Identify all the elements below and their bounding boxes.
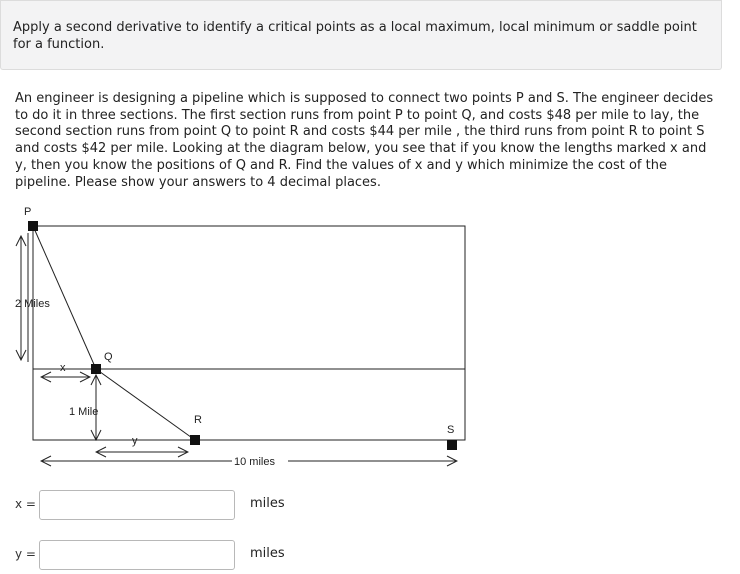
label-1mile: 1 Mile xyxy=(69,406,99,418)
label-2miles: 2 Miles xyxy=(15,298,50,310)
label-point-p: P xyxy=(24,206,32,218)
answer-y-unit: miles xyxy=(250,546,285,561)
instruction-text: Apply a second derivative to identify a critical points as a local maximum, local minimum or saddle point for a function. xyxy=(13,20,697,52)
answer-x-unit: miles xyxy=(250,496,285,511)
label-point-s: S xyxy=(447,424,455,436)
label-x: x xyxy=(60,362,66,374)
answer-y-input[interactable] xyxy=(39,540,235,570)
point-s-marker xyxy=(447,440,457,450)
problem-statement: An engineer is designing a pipeline which is supposed to connect two points P and S. The engineer decides to do it in three sections. The first section runs from point P to point Q, and costs $48 per mile to lay, the second section runs from point Q to point R and costs $44 per mile , the third runs from point R to point S and costs $42 per mile. Looking at the diagram below, you see that if you know the lengths marked x and y, then you know the positions of Q and R. Find the values of x and y which minimize the cost of the pipeline. Please show your answers to 4 decimal places. xyxy=(15,91,714,190)
label-point-r: R xyxy=(194,414,202,426)
label-point-q: Q xyxy=(104,351,113,363)
label-10miles: 10 miles xyxy=(234,456,275,468)
point-q-marker xyxy=(91,364,101,374)
answer-y-label: y = xyxy=(15,547,36,561)
label-y: y xyxy=(132,435,138,447)
answer-x-input[interactable] xyxy=(39,490,235,520)
point-p-marker xyxy=(28,221,38,231)
pipeline-diagram xyxy=(0,200,480,470)
point-r-marker xyxy=(190,435,200,445)
instruction-box xyxy=(0,0,722,70)
pipe-segment-qr xyxy=(96,369,195,440)
answer-x-label: x = xyxy=(15,497,36,511)
